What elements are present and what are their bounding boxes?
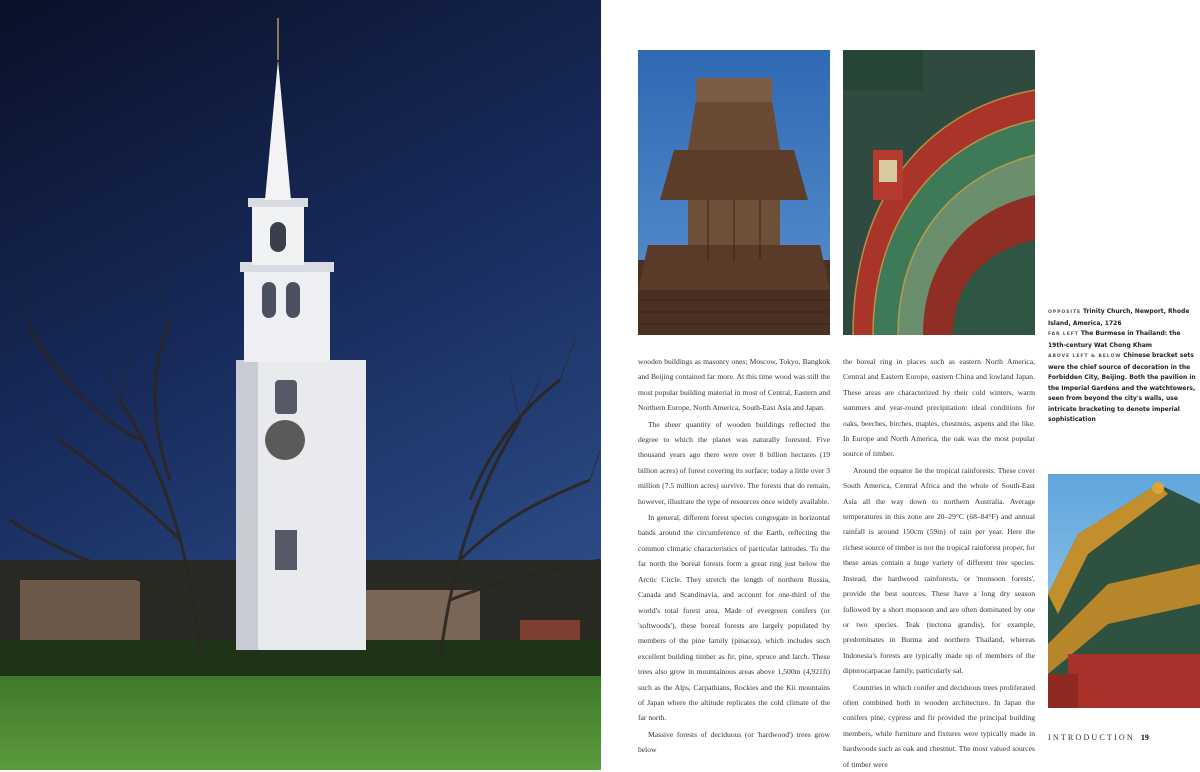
- photo-caption: [1048, 307, 1198, 426]
- burmese-temple-photo: [638, 50, 830, 335]
- bracket-ceiling-photo: [843, 50, 1035, 335]
- caption-opposite: [1048, 307, 1198, 329]
- paragraph: The sheer quantity of wooden buildings reflected the degree to which the planet was naturally forested. Five thousand years ago there were over 8 billion hectares (19 billion acres) of forest covering its surface; today a little over 3 million (7.5 million acres) survive. The forests that do remain, however, illustrate the type of resources once widely available.: [638, 419, 830, 506]
- caption-text: Trinity Church, Newport, Rhode Island, America, 1726: [1048, 308, 1190, 327]
- caption-label: FAR LEFT: [1048, 332, 1079, 337]
- paragraph: In general, different forest species congregate in horizontal bands around the circumference of the Earth, reflecting the common climatic characteristics of particular latitudes. To the far north the boreal forests form a great ring just below the Arctic Circle. They stretch the length of northern Russia, Canada and Scandinavia, and account for one-third of the world's total forest area. Made of evergreen conifers (or 'softwoods'), these boreal forests are largely populated by members of the pine family (pinacea), which includes such excellent building timber as fir, pine, spruce and larch. These trees also grow in mountainous areas above 1,500m (4,921ft) such as the Alps, Carpathians, Rockies and the Kii mountains of Japan where the altitude replicates the cold climate of the far north.: [638, 513, 830, 723]
- caption-label: ABOVE LEFT & BELOW: [1048, 354, 1122, 359]
- section-title: INTRODUCTION: [1048, 733, 1135, 742]
- caption-far-left: [1048, 329, 1198, 351]
- paragraph: Around the equator lie the tropical rainforests. These cover South America, Central Africa and the whole of South-East Asia all the way down to northern Australia. Average temperatures in this zone are 20–29°C (68–84°F) and annual rainfall is around 150cm (59in) of rain per year. Here the richest source of timber is not the tropical rainforest proper, for these areas contain a huge variety of different tree species. Instead, the hardwood rainforests, or 'monsoon forests', provide the best sources. These have a long dry season followed by a short monsoon and are often dominated by one or two species. Teak (tectona grandis), for example, predominates in Burma and northern Thailand, whereas Indonesia's forests are typically made up of members of the dipterocarpacae family, particularly sal.: [843, 465, 1035, 676]
- caption-text: The Burmese in Thailand: the 19th-century Wat Chong Kham: [1048, 330, 1181, 349]
- church-steeple-photo: [0, 0, 601, 770]
- paragraph: wooden buildings as masonry ones; Moscow, Tokyo, Bangkok and Beijing contained far more. At this time wood was still the most popular building material in most of Central, Eastern and Northern Europe, North America, South-East Asia and Japan.: [638, 357, 830, 413]
- page-folio: [1048, 733, 1198, 742]
- paragraph: Massive forests of deciduous (or 'hardwood') trees grow below: [638, 729, 830, 755]
- body-text-column-1: [638, 354, 830, 755]
- paragraph: the boreal ring in places such as eastern North America, Central and Eastern Europe, eastern China and lowland Japan. These areas are characterized by their cold winters, warm summers and year-round precipitation: ideal conditions for oaks, beeches, birches, maples, chestnuts, aspens and the like. In Europe and North America, the oak was the most popular source of timber.: [843, 357, 1035, 459]
- paragraph: Countries in which conifer and deciduous trees proliferated often combined both in wooden architecture. In Japan the conifers pine, cypress and fir provided the principal building members, while furniture and fixtures were typically made in hardwoods such as oak and chestnut. The most valued sources of timber were: [843, 682, 1035, 769]
- caption-label: OPPOSITE: [1048, 310, 1082, 315]
- watchtower-roof-photo: [1048, 474, 1200, 708]
- caption-above-left: [1048, 351, 1198, 426]
- body-text-column-2: [843, 354, 1035, 769]
- caption-text: Chinese bracket sets were the chief source of decoration in the Forbidden City, Beijing. Both the pavilion in the Imperial Gardens and the watchtowers, seen from beyond the city's walls, use intricate bracketing to denote imperial sophistication: [1048, 352, 1196, 423]
- page-number: 19: [1140, 733, 1149, 742]
